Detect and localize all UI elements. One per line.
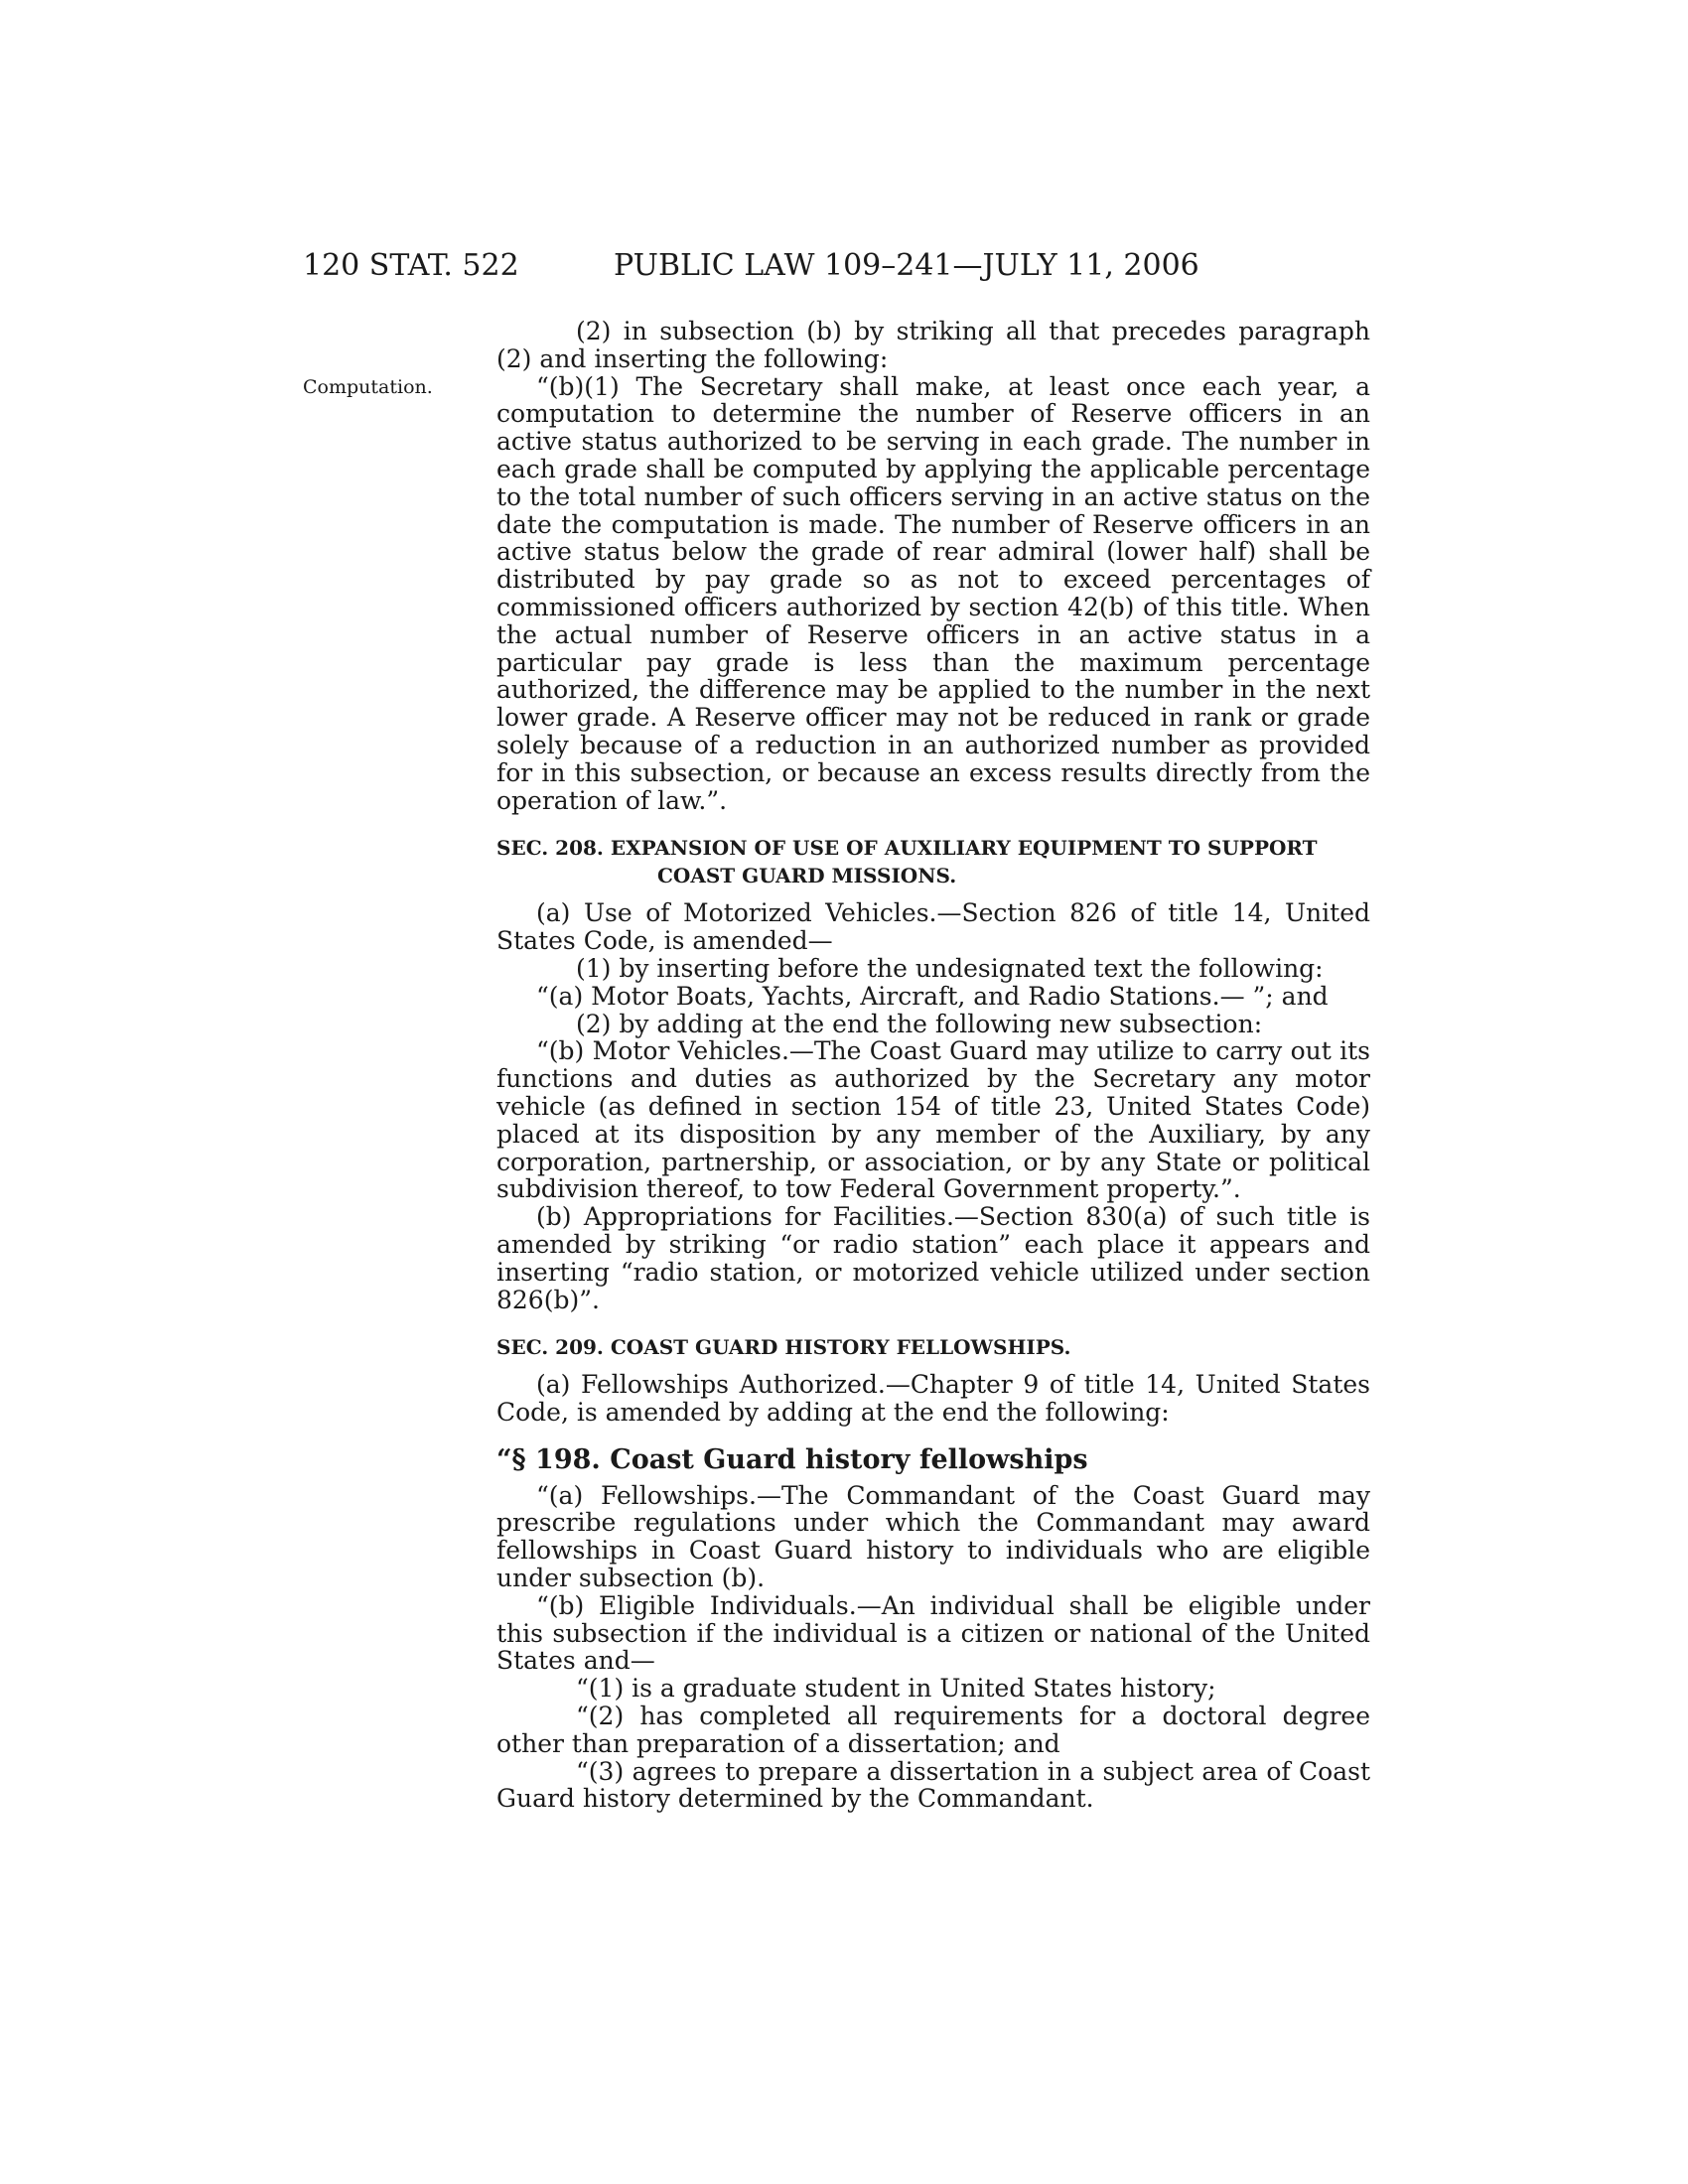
margin-note: Computation. bbox=[303, 376, 433, 398]
paragraph: “(a) Motor Boats, Yachts, Aircraft, and Radio Stations.— ”; and bbox=[536, 981, 1329, 1011]
paragraph: “(1) is a graduate student in United States history; bbox=[576, 1674, 1216, 1704]
page-header bbox=[0, 248, 1688, 288]
subsection-heading: “§ 198. Coast Guard history fellowships bbox=[496, 1443, 1088, 1475]
paragraph: (b) Appropriations for Facilities.—Section 830(a) of such title is amended by striking “or radio station” each place it appears and inserting “radio station, or motorized vehicle utilized under section 826(b)”. bbox=[496, 1202, 1370, 1314]
section-heading: SEC. 208. EXPANSION OF USE OF AUXILIARY EQUIPMENT TO SUPPORT COAST GUARD MISSIONS. bbox=[496, 836, 1318, 888]
paragraph: “(3) agrees to prepare a dissertation in a subject area of Coast Guard history determined by the Commandant. bbox=[496, 1756, 1370, 1814]
paragraph: “(2) has completed all requirements for a doctoral degree other than preparation of a dissertation; and bbox=[496, 1702, 1370, 1758]
paragraph: “(a) Fellowships.—The Commandant of the Coast Guard may prescribe regulations under which the Commandant may award fellowships in Coast Guard history to individuals who are eligible under subsection (b). bbox=[496, 1480, 1370, 1593]
paragraph: (1) by inserting before the undesignated text the following: bbox=[576, 953, 1324, 983]
public-law-title: PUBLIC LAW 109–241—JULY 11, 2006 bbox=[614, 248, 1199, 283]
paragraph: (2) by adding at the end the following new subsection: bbox=[576, 1009, 1263, 1038]
body-text bbox=[496, 318, 1370, 1813]
paragraph: (a) Use of Motorized Vehicles.—Section 826 of title 14, United States Code, is amended— bbox=[496, 898, 1370, 956]
section-heading: SEC. 209. COAST GUARD HISTORY FELLOWSHIPS. bbox=[496, 1335, 1071, 1360]
paragraph: “(b)(1) The Secretary shall make, at least once each year, a computation to determine the number of Reserve officers in an active status authorized to be serving in each grade. The number in each grade shall be computed by applying the applicable percentage to the total number of such officers serving in an active status on the date the computation is made. The number of Reserve officers in an active status below the grade of rear admiral (lower half) shall be distributed by pay grade so as not to exceed percentages of commissioned officers authorized by section 42(b) of this title. When the actual number of Reserve officers in an active status in a particular pay grade is less than the maximum percentage authorized, the difference may be applied to the number in the next lower grade. A Reserve officer may not be reduced in rank or grade solely because of a reduction in an authorized number as provided for in this subsection, or because an excess results directly from the operation of law.”. bbox=[496, 371, 1370, 815]
paragraph: “(b) Eligible Individuals.—An individual shall be eligible under this subsection if the individual is a citizen or national of the United States and— bbox=[496, 1590, 1370, 1676]
paragraph: (a) Fellowships Authorized.—Chapter 9 of title 14, United States Code, is amended by adding at the end the following: bbox=[496, 1370, 1370, 1428]
paragraph: “(b) Motor Vehicles.—The Coast Guard may utilize to carry out its functions and duties as authorized by the Secretary any motor vehicle (as defined in section 154 of title 23, United States Code) placed at its disposition by any member of the Auxiliary, by any corporation, partnership, or association, or by any State or political subdivision thereof, to tow Federal Government property.”. bbox=[496, 1036, 1370, 1204]
paragraph: (2) in subsection (b) by striking all that precedes paragraph (2) and inserting the following: bbox=[496, 317, 1370, 373]
statute-page-number: 120 STAT. 522 bbox=[303, 248, 519, 283]
